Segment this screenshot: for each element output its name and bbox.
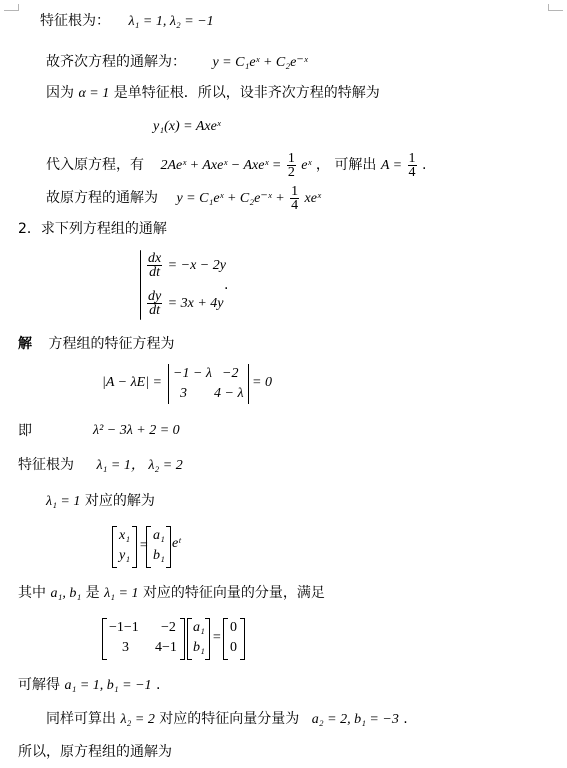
eigen-math-a: a₁, b₁ — [50, 586, 82, 601]
vec-bracket-l1 — [112, 526, 117, 568]
vec-exp: eᵗ — [172, 536, 181, 551]
particular-form-math-line — [153, 117, 221, 136]
particular-assume-text-a: 因为 — [46, 85, 74, 101]
char-roots-label: 特征根为： — [40, 13, 110, 29]
particular-assume-text-b: 是单特征根．所以，设非齐次方程的特解为 — [113, 85, 380, 101]
eigen-text-c: 对应的特征向量的分量，满足 — [142, 585, 325, 601]
lambda2-text-b: 对应的特征向量分量为 — [159, 711, 300, 727]
vec-bracket-r2 — [166, 526, 171, 568]
alpha-math: α = 1 — [78, 86, 110, 101]
eigen-text-a: 其中 — [18, 585, 46, 601]
system-eq-2 — [146, 286, 224, 321]
det-right-bar — [248, 364, 249, 404]
substitute-math-a: 2Aeˣ + Axeˣ − Axeˣ = — [160, 158, 282, 173]
general-solution-math-b: xeˣ — [304, 191, 321, 206]
general-solution-line — [46, 181, 321, 216]
mat-zero-bracket-r — [240, 618, 245, 660]
mat-vec-bracket-l — [187, 618, 192, 660]
page-corner-mark-right — [548, 4, 563, 11]
mat-z1: 0 — [230, 620, 237, 635]
general-solution-math-a: y = C₁eˣ + C₂e⁻ˣ + — [176, 191, 285, 206]
mat-a21: 3 — [122, 640, 129, 655]
substitute-end: . — [421, 157, 427, 173]
mat-bracket-r — [180, 618, 185, 660]
system-brace — [140, 250, 141, 320]
eigen-math-b: λ₁ = 1 — [104, 586, 139, 601]
lambda2-math: λ₂ = 2 — [120, 712, 155, 727]
det-lhs: |A − λE| = — [102, 375, 163, 390]
solve-a1-line — [18, 676, 160, 695]
char-roots-line — [40, 12, 214, 31]
dt-denominator: dt — [149, 264, 161, 280]
roots-line — [18, 456, 183, 475]
vec-a1: a₁ — [153, 528, 165, 543]
substitute-line — [46, 148, 426, 183]
roots-math: λ₁ = 1， λ₂ = 2 — [96, 458, 183, 473]
homog-general-math: y = C₁eˣ + C₂e⁻ˣ — [212, 55, 308, 70]
eigen-text-b: 是 — [85, 585, 100, 601]
roots-label: 特征根为 — [18, 457, 74, 473]
det-a11: −1 − λ — [173, 366, 212, 381]
mat-a12: −2 — [161, 620, 176, 635]
det-a21: 3 — [180, 386, 187, 401]
substitute-text-a: 代入原方程，有 — [46, 157, 144, 173]
det-left-bar — [168, 364, 169, 404]
lambda1-math: λ₁ = 1 — [46, 494, 81, 509]
substitute-text-b: ， 可解出 — [315, 157, 377, 173]
lambda1-text: 对应的解为 — [84, 493, 155, 509]
dt-denominator-2: dt — [149, 302, 161, 318]
particular-assume-line — [46, 84, 380, 103]
char-eq-math: λ² − 3λ + 2 = 0 — [93, 423, 180, 438]
lambda2-math-b: a₂ = 2, b₁ = −3 — [311, 712, 399, 727]
particular-form-math: y₁(x) = Axeˣ — [153, 119, 221, 134]
homog-general-line — [46, 53, 308, 72]
mat-z2: 0 — [230, 640, 237, 655]
mat-v1: a₁ — [193, 620, 205, 635]
mat-v2: b₁ — [193, 640, 205, 655]
substitute-fraction: $\frac{1}{2}$ — [287, 150, 295, 180]
dx-numerator: dx — [148, 250, 162, 266]
page-corner-mark-left — [4, 4, 19, 11]
substitute-math-c: A = — [380, 158, 403, 173]
problem-2-heading: 2．求下列方程组的通解 — [18, 221, 167, 237]
system-end: . — [224, 277, 229, 293]
a-value-fraction: $\frac{1}{4}$ — [408, 150, 416, 180]
lambda2-end: . — [403, 711, 408, 727]
mat-equals: = — [212, 630, 222, 645]
char-roots-math: λ₁ = 1, λ₂ = −1 — [128, 14, 214, 29]
system-eq-1-rhs: = −x − 2y — [167, 258, 226, 273]
final-line: 所以，原方程组的通解为 — [18, 744, 172, 760]
eigen-component-line — [18, 584, 325, 603]
vec-y1: y₁ — [119, 548, 131, 563]
substitute-math-b: eˣ — [301, 158, 312, 173]
dy-numerator: dy — [148, 288, 162, 304]
mat-zero-bracket-l — [223, 618, 228, 660]
mat-a22: 4−1 — [155, 640, 177, 655]
solve-a1-math: a₁ = 1, b₁ = −1 — [64, 678, 152, 693]
mat-bracket-l — [102, 618, 107, 660]
system-eq-2-rhs: = 3x + 4y — [167, 296, 224, 311]
vec-bracket-l2 — [146, 526, 151, 568]
general-solution-label: 故原方程的通解为 — [46, 190, 158, 206]
lambda2-text-a: 同样可算出 — [46, 711, 116, 727]
lambda2-line — [46, 710, 408, 729]
general-solution-fraction: $\frac{1}{4}$ — [291, 183, 299, 213]
det-a22: 4 − λ — [214, 386, 244, 401]
solve-a1-text: 可解得 — [18, 677, 60, 693]
solution-heading-text: 方程组的特征方程为 — [48, 336, 175, 352]
vec-x1: x₁ — [119, 528, 131, 543]
char-eq-label: 即 — [18, 423, 32, 439]
mat-a11: −1−1 — [109, 620, 139, 635]
solution-heading-line — [18, 335, 174, 353]
mat-vec-bracket-r — [205, 618, 210, 660]
solution-label: 解 — [18, 336, 32, 352]
det-rhs: = 0 — [252, 375, 272, 390]
vec-b1: b₁ — [153, 548, 165, 563]
vec-equals: = — [139, 538, 149, 553]
homog-general-label: 故齐次方程的通解为： — [46, 54, 186, 70]
solve-a1-end: . — [155, 677, 161, 693]
det-a12: −2 — [222, 366, 239, 381]
lambda1-solution-line — [46, 492, 155, 511]
system-eq-1 — [146, 248, 226, 283]
vec-bracket-r1 — [132, 526, 137, 568]
